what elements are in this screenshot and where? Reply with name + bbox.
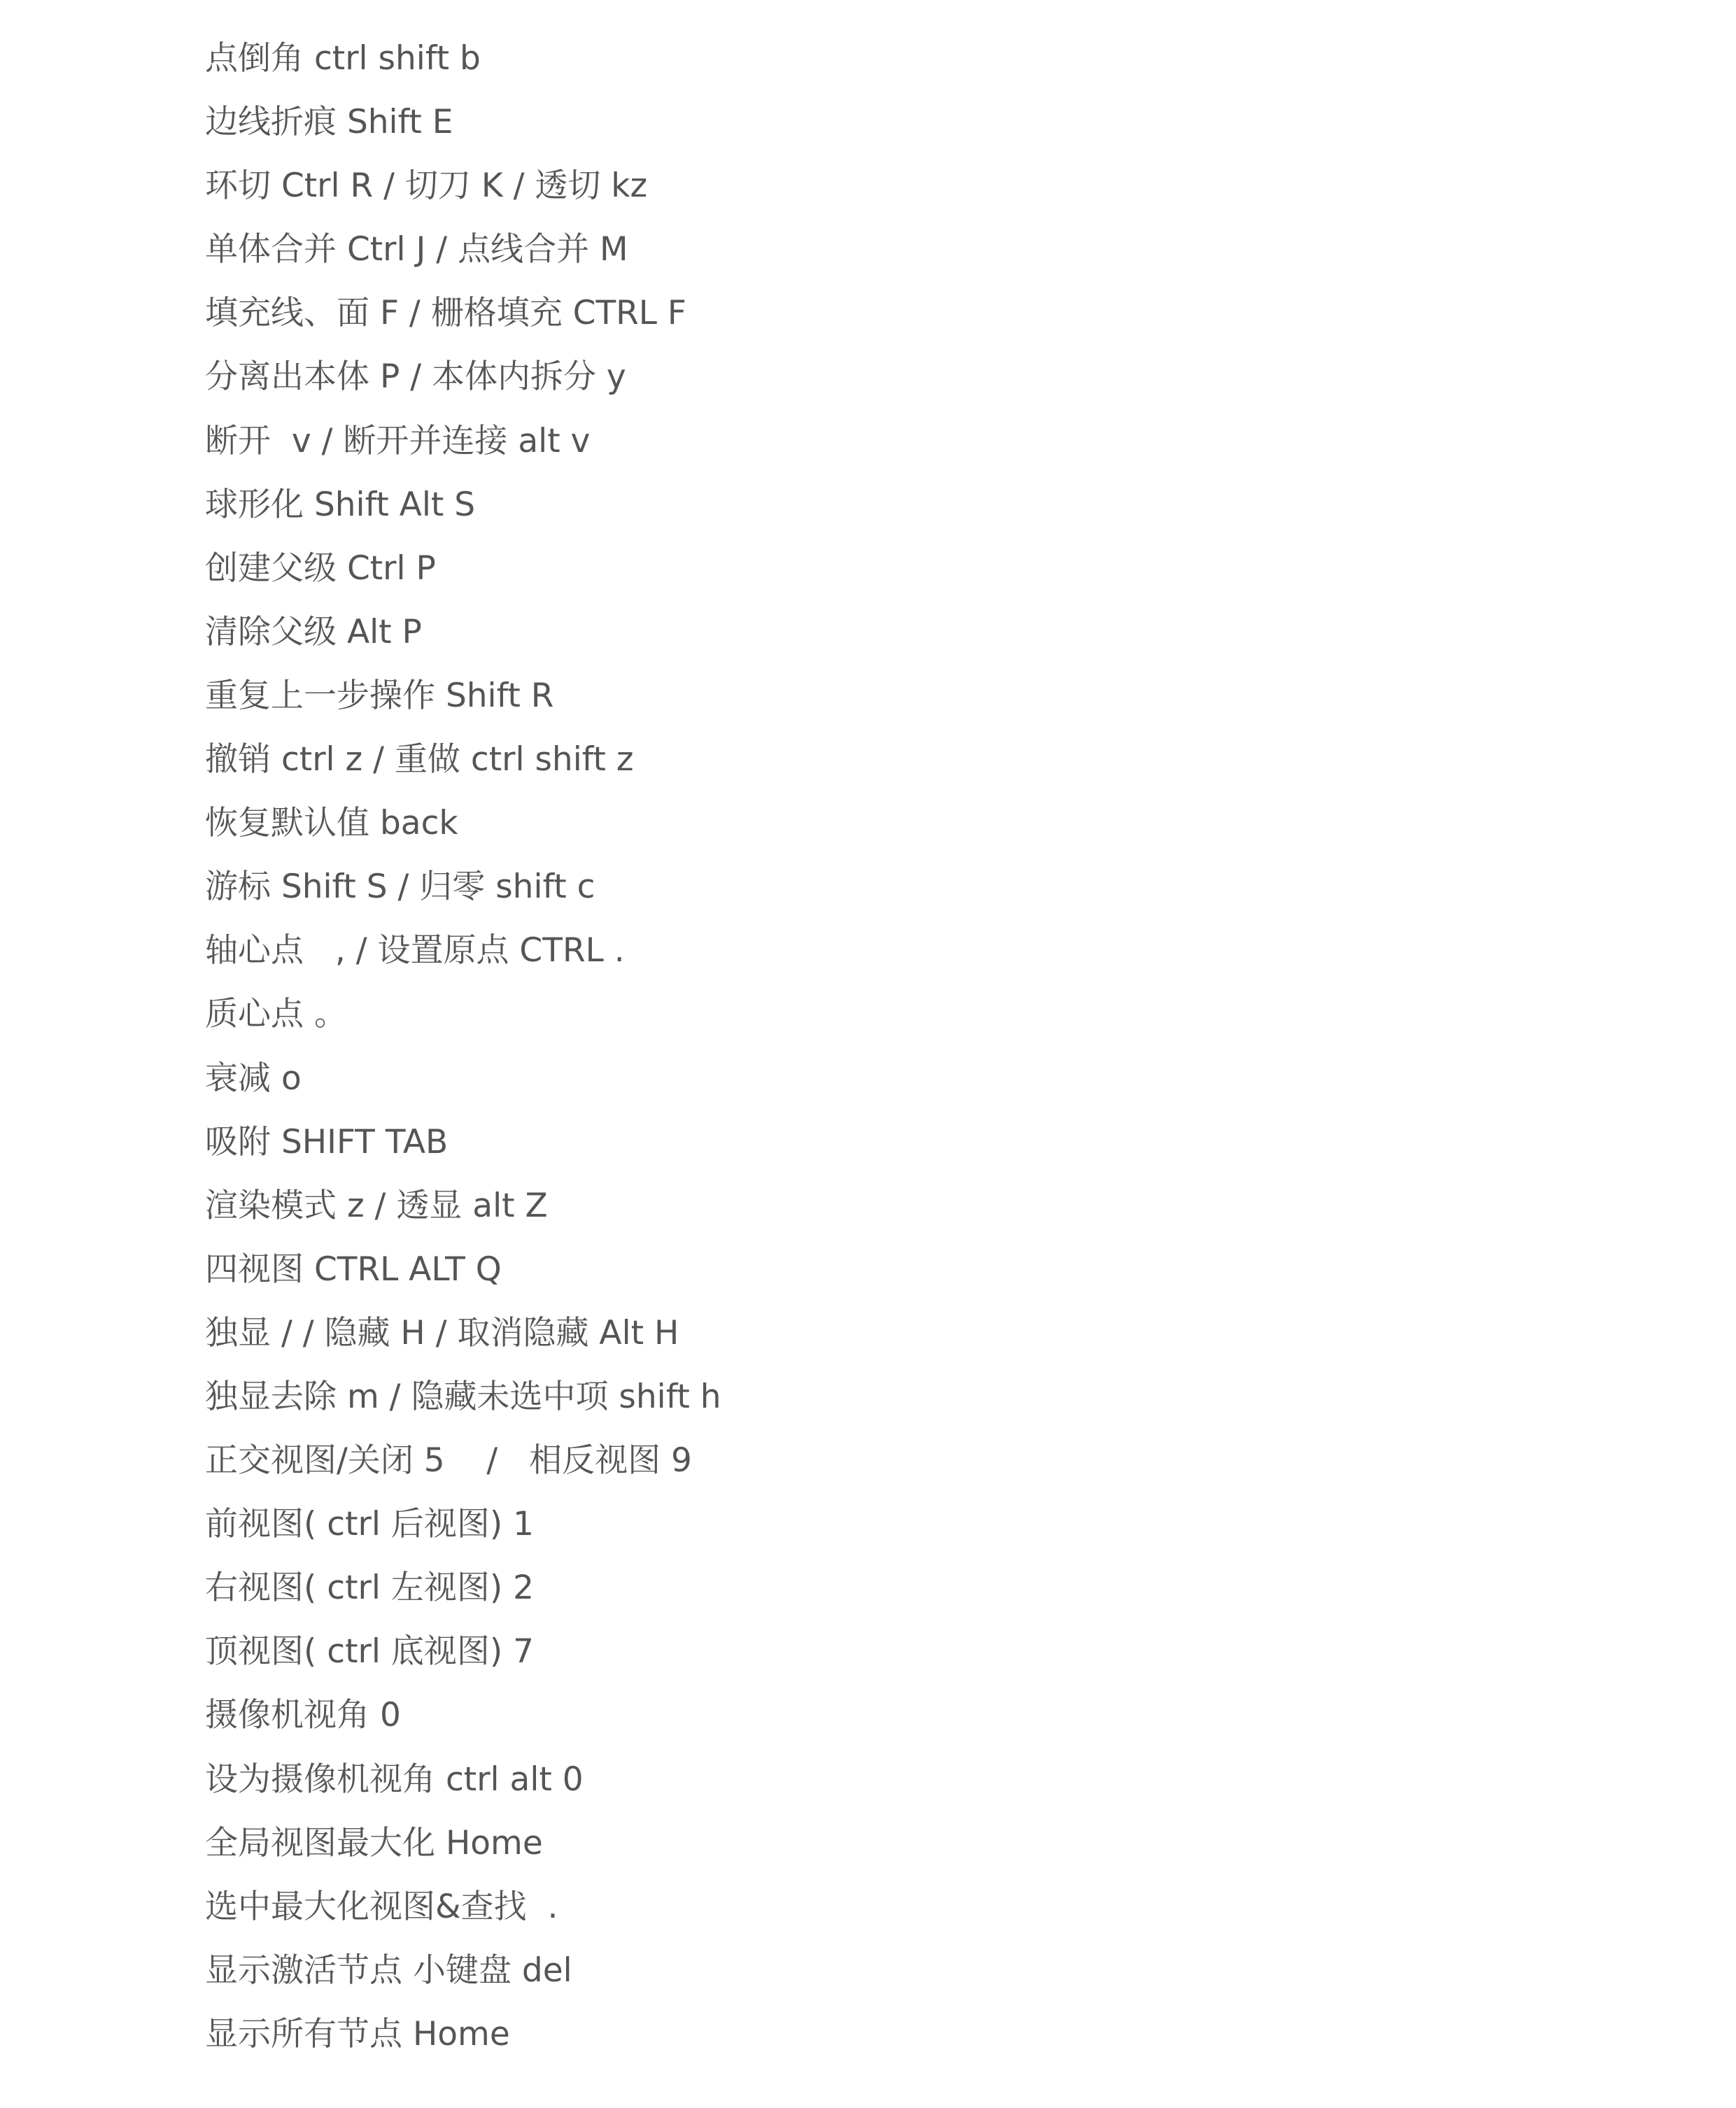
shortcut-line: 质心点 。: [205, 995, 347, 1034]
shortcut-line: 撤销 ctrl z / 重做 ctrl shift z: [205, 740, 634, 779]
shortcut-line: 右视图( ctrl 左视图) 2: [205, 1569, 535, 1608]
shortcut-line: 游标 Shift S / 归零 shift c: [205, 868, 595, 907]
shortcut-line: 分离出本体 P / 本体内拆分 y: [205, 358, 626, 397]
shortcut-line: 单体合并 Ctrl J / 点线合并 M: [205, 230, 628, 269]
shortcut-line: 摄像机视角 0: [205, 1696, 401, 1735]
shortcut-line: 前视图( ctrl 后视图) 1: [205, 1505, 535, 1544]
shortcut-line: 顶视图( ctrl 底视图) 7: [205, 1632, 535, 1671]
shortcut-line: 重复上一步操作 Shift R: [205, 676, 554, 715]
shortcut-line: 渲染模式 z / 透显 alt Z: [205, 1186, 548, 1225]
shortcut-line: 四视图 CTRL ALT Q: [205, 1250, 502, 1289]
shortcut-line: 设为摄像机视角 ctrl alt 0: [205, 1760, 584, 1799]
shortcut-line: 轴心点 , / 设置原点 CTRL .: [205, 931, 625, 970]
shortcut-line: 填充线、面 F / 栅格填充 CTRL F: [205, 294, 686, 333]
shortcut-line: 正交视图/关闭 5 / 相反视图 9: [205, 1441, 692, 1480]
shortcut-line: 球形化 Shift Alt S: [205, 485, 476, 524]
shortcut-line: 全局视图最大化 Home: [205, 1823, 543, 1862]
shortcut-line: 点倒角 ctrl shift b: [205, 39, 481, 78]
shortcut-line: 选中最大化视图&查找 .: [205, 1887, 558, 1926]
shortcut-line: 断开 v / 断开并连接 alt v: [205, 421, 591, 460]
shortcut-line: 边线折痕 Shift E: [205, 103, 453, 142]
shortcut-list: [205, 35, 1674, 2074]
shortcut-line: 独显 / / 隐藏 H / 取消隐藏 Alt H: [205, 1313, 679, 1352]
shortcut-line: 显示所有节点 Home: [205, 2014, 510, 2053]
shortcut-line: 环切 Ctrl R / 切刀 K / 透切 kz: [205, 167, 648, 206]
shortcut-line: 独显去除 m / 隐藏未选中项 shift h: [205, 1377, 721, 1416]
shortcut-line: 吸附 SHIFT TAB: [205, 1122, 449, 1161]
shortcut-line: 恢复默认值 back: [205, 804, 458, 843]
shortcut-line: 清除父级 Alt P: [205, 612, 422, 651]
shortcut-line: 创建父级 Ctrl P: [205, 549, 436, 588]
shortcut-line: 衰减 o: [205, 1059, 302, 1098]
shortcut-line: 显示激活节点 小键盘 del: [205, 1951, 572, 1990]
